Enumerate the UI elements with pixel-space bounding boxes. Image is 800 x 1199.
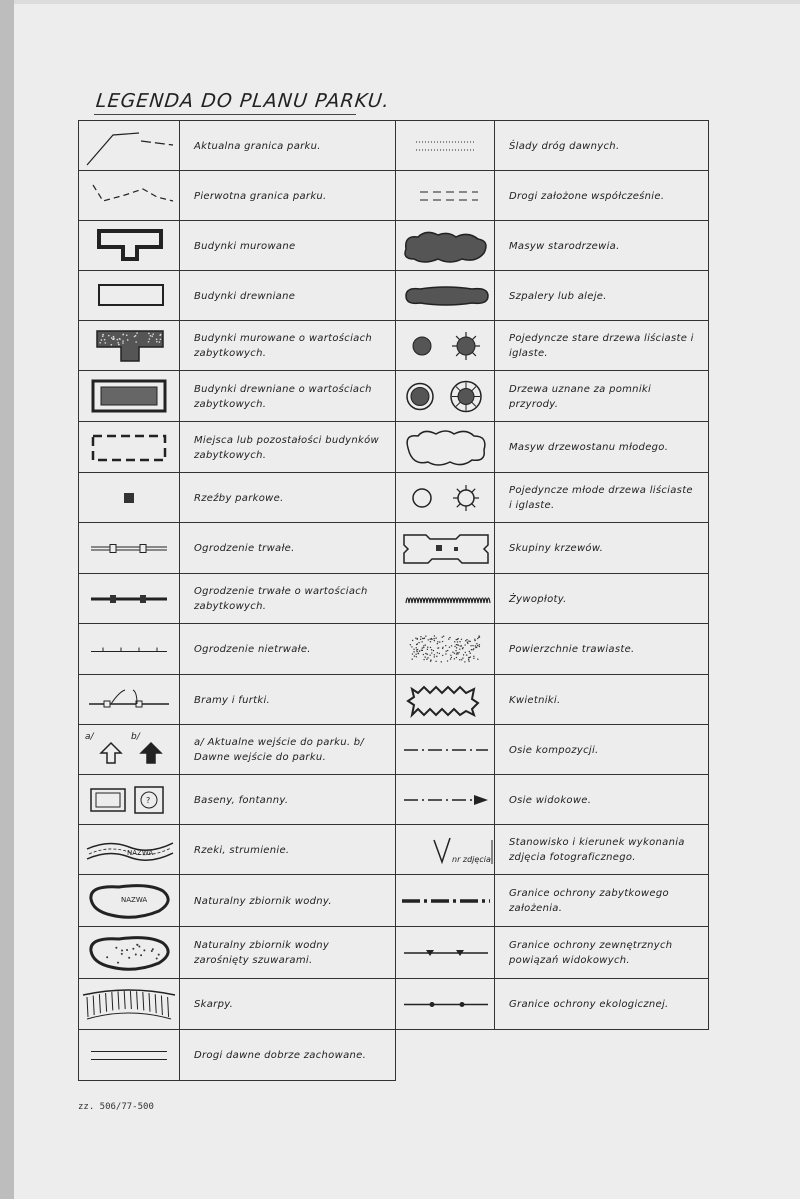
left-symbol-cell xyxy=(78,874,180,927)
right-legend-label: Granice ochrony zabytkowego założenia. xyxy=(509,888,669,914)
view-protection-boundary-icon xyxy=(396,927,495,979)
left-symbol-cell xyxy=(78,421,180,473)
pool-fountain-icon xyxy=(79,775,180,825)
composition-axis-icon xyxy=(396,725,495,775)
left-label-cell xyxy=(179,774,396,825)
left-label-cell xyxy=(179,170,396,221)
entrance-arrows-icon xyxy=(79,725,180,775)
photo-position-icon xyxy=(396,825,495,875)
svg-text:a/: a/ xyxy=(85,732,94,742)
left-label-cell xyxy=(179,724,396,775)
right-symbol-cell xyxy=(395,724,495,775)
right-label-cell xyxy=(494,573,709,624)
grass-area-icon xyxy=(396,624,495,675)
right-label-cell xyxy=(494,370,709,422)
left-label-cell xyxy=(179,522,396,574)
right-label-cell xyxy=(494,170,709,221)
left-legend-label: Ogrodzenie trwałe. xyxy=(194,543,295,554)
left-legend-label: Pierwotna granica parku. xyxy=(194,190,327,202)
right-label-cell xyxy=(494,623,709,675)
old-road-traces-icon xyxy=(396,121,495,171)
old-road-icon xyxy=(79,1030,180,1081)
left-legend-label: Miejsca lub pozostałości budynków zabytkowych. xyxy=(194,434,380,461)
right-legend-label: Drogi założone współcześnie. xyxy=(509,190,665,202)
left-label-cell xyxy=(179,824,396,875)
left-legend-label: Drogi dawne dobrze zachowane. xyxy=(194,1050,367,1061)
left-symbol-cell xyxy=(78,522,180,574)
river-icon xyxy=(79,825,180,875)
right-symbol-cell xyxy=(395,120,495,171)
historic-masonry-building-icon xyxy=(79,321,180,371)
right-legend-label: Osie widokowe. xyxy=(509,794,592,806)
old-tree-mass-icon xyxy=(396,221,495,271)
right-symbol-cell xyxy=(395,674,495,725)
left-symbol-cell xyxy=(78,120,180,171)
right-symbol-cell xyxy=(395,472,495,523)
right-legend-label: Masyw drzewostanu młodego. xyxy=(509,442,669,453)
left-symbol-cell xyxy=(78,824,180,875)
svg-text:?: ? xyxy=(146,796,151,805)
right-symbol-cell xyxy=(395,220,495,271)
sculpture-icon xyxy=(79,473,180,523)
right-symbol-cell xyxy=(395,320,495,371)
building-remains-icon xyxy=(79,422,180,473)
left-symbol-cell xyxy=(78,774,180,825)
right-legend-label: Szpalery lub aleje. xyxy=(509,290,607,302)
left-label-cell xyxy=(179,926,396,979)
left-legend-label: Skarpy. xyxy=(194,999,234,1010)
right-label-cell xyxy=(494,874,709,927)
left-symbol-cell xyxy=(78,573,180,624)
right-label-cell xyxy=(494,522,709,574)
left-symbol-cell xyxy=(78,170,180,221)
legend-title: LEGENDA DO PLANU PARKU. xyxy=(94,90,391,112)
right-legend-label: Granice ochrony zewnętrznych powiązań widokowych. xyxy=(509,940,673,966)
right-symbol-cell xyxy=(395,623,495,675)
left-symbol-cell xyxy=(78,724,180,775)
right-legend-label: Osie kompozycji. xyxy=(509,744,599,756)
right-symbol-cell xyxy=(395,270,495,321)
old-trees-icon xyxy=(396,321,495,371)
right-label-cell xyxy=(494,220,709,271)
right-legend-label: Stanowisko i kierunek wykonania zdjęcia fotograficznego. xyxy=(509,837,685,863)
right-symbol-cell xyxy=(395,824,495,875)
left-legend-label: Budynki drewniane o wartościach zabytkowych. xyxy=(194,383,372,410)
right-symbol-cell xyxy=(395,421,495,473)
right-label-cell xyxy=(494,674,709,725)
left-label-cell xyxy=(179,320,396,371)
left-legend-label: Ogrodzenie nietrwałe. xyxy=(194,644,311,655)
left-legend-label: Naturalny zbiornik wodny zarośnięty szuwarami. xyxy=(194,940,330,966)
left-label-cell xyxy=(179,1029,396,1081)
right-legend-label: Masyw starodrzewia. xyxy=(509,240,620,252)
left-symbol-cell xyxy=(78,926,180,979)
right-label-cell xyxy=(494,320,709,371)
left-symbol-cell xyxy=(78,472,180,523)
right-symbol-cell xyxy=(395,522,495,574)
svg-text:b/: b/ xyxy=(131,732,140,742)
footer-code: zz. 506/77-500 xyxy=(78,1102,154,1112)
right-legend-label: Drzewa uznane za pomniki przyrody. xyxy=(509,383,652,410)
left-legend-label: Budynki murowane xyxy=(194,240,296,252)
left-legend-label: Baseny, fontanny. xyxy=(194,794,289,806)
right-symbol-cell xyxy=(395,926,495,979)
natural-pond-icon xyxy=(79,875,180,927)
scan-edge xyxy=(0,0,14,1199)
left-label-cell xyxy=(179,472,396,523)
heritage-protection-boundary-icon xyxy=(396,875,495,927)
hedge-icon xyxy=(396,574,495,624)
right-legend-label: Żywopłoty. xyxy=(509,593,567,605)
left-label-cell xyxy=(179,573,396,624)
right-symbol-cell xyxy=(395,874,495,927)
shrub-group-icon xyxy=(396,523,495,574)
left-symbol-cell xyxy=(78,674,180,725)
right-symbol-cell xyxy=(395,573,495,624)
svg-text:NAZWA: NAZWA xyxy=(121,896,148,904)
temporary-fence-icon xyxy=(79,624,180,675)
left-label-cell xyxy=(179,370,396,422)
right-symbol-cell xyxy=(395,170,495,221)
left-symbol-cell xyxy=(78,1029,180,1081)
left-legend-label: Budynki murowane o wartościach zabytkowych. xyxy=(194,333,373,359)
ecological-protection-boundary-icon xyxy=(396,979,495,1030)
right-symbol-cell xyxy=(395,370,495,422)
right-label-cell xyxy=(494,120,709,171)
avenue-icon xyxy=(396,271,495,321)
left-label-cell xyxy=(179,120,396,171)
wooden-building-icon xyxy=(79,271,180,321)
title-underline xyxy=(94,114,356,115)
boundary-original-icon xyxy=(79,171,180,221)
left-symbol-cell xyxy=(78,978,180,1030)
right-label-cell xyxy=(494,978,709,1030)
right-legend-label: Granice ochrony ekologicznej. xyxy=(509,999,669,1010)
left-label-cell xyxy=(179,978,396,1030)
right-legend-label: Ślady dróg dawnych. xyxy=(509,140,620,152)
historic-fence-icon xyxy=(79,574,180,624)
svg-text:NAZWA: NAZWA xyxy=(127,849,154,857)
left-legend-label: Budynki drewniane xyxy=(194,290,296,302)
left-label-cell xyxy=(179,623,396,675)
right-symbol-cell xyxy=(395,978,495,1030)
view-axis-icon xyxy=(396,775,495,825)
right-label-cell xyxy=(494,926,709,979)
boundary-current-icon xyxy=(79,121,180,171)
flower-bed-icon xyxy=(396,675,495,725)
escarpment-icon xyxy=(79,979,180,1030)
right-legend-label: Pojedyncze stare drzewa liściaste i iglaste. xyxy=(509,333,694,359)
overgrown-pond-icon xyxy=(79,927,180,979)
historic-wooden-building-icon xyxy=(79,371,180,422)
right-label-cell xyxy=(494,270,709,321)
young-trees-icon xyxy=(396,473,495,523)
left-legend-label: Rzeki, strumienie. xyxy=(194,844,290,856)
left-symbol-cell xyxy=(78,320,180,371)
right-label-cell xyxy=(494,421,709,473)
nature-monument-trees-icon xyxy=(396,371,495,422)
permanent-fence-icon xyxy=(79,523,180,574)
left-label-cell xyxy=(179,220,396,271)
left-legend-label: Bramy i furtki. xyxy=(194,694,271,706)
left-label-cell xyxy=(179,874,396,927)
right-label-cell xyxy=(494,774,709,825)
left-legend-label: Ogrodzenie trwałe o wartościach zabytkowych. xyxy=(194,586,368,612)
left-legend-label: a/ Aktualne wejście do parku. b/ Dawne wejście do parku. xyxy=(194,737,365,763)
right-legend-label: Pojedyncze młode drzewa liściaste i iglaste. xyxy=(509,485,693,511)
left-legend-label: Rzeźby parkowe. xyxy=(194,492,284,504)
right-legend-label: Powierzchnie trawiaste. xyxy=(509,644,635,655)
left-legend-label: Aktualna granica parku. xyxy=(194,140,321,152)
left-symbol-cell xyxy=(78,220,180,271)
left-symbol-cell xyxy=(78,623,180,675)
right-legend-label: Kwietniki. xyxy=(509,694,561,706)
left-symbol-cell xyxy=(78,270,180,321)
modern-road-icon xyxy=(396,171,495,221)
masonry-building-icon xyxy=(79,221,180,271)
right-label-cell xyxy=(494,824,709,875)
left-label-cell xyxy=(179,674,396,725)
right-legend-label: Skupiny krzewów. xyxy=(509,543,604,554)
young-tree-mass-icon xyxy=(396,422,495,473)
right-label-cell xyxy=(494,724,709,775)
left-legend-label: Naturalny zbiornik wodny. xyxy=(194,895,332,907)
left-symbol-cell xyxy=(78,370,180,422)
svg-text:nr zdjęcia: nr zdjęcia xyxy=(452,855,491,864)
gates-icon xyxy=(79,675,180,725)
right-symbol-cell xyxy=(395,774,495,825)
left-label-cell xyxy=(179,270,396,321)
right-label-cell xyxy=(494,472,709,523)
left-label-cell xyxy=(179,421,396,473)
